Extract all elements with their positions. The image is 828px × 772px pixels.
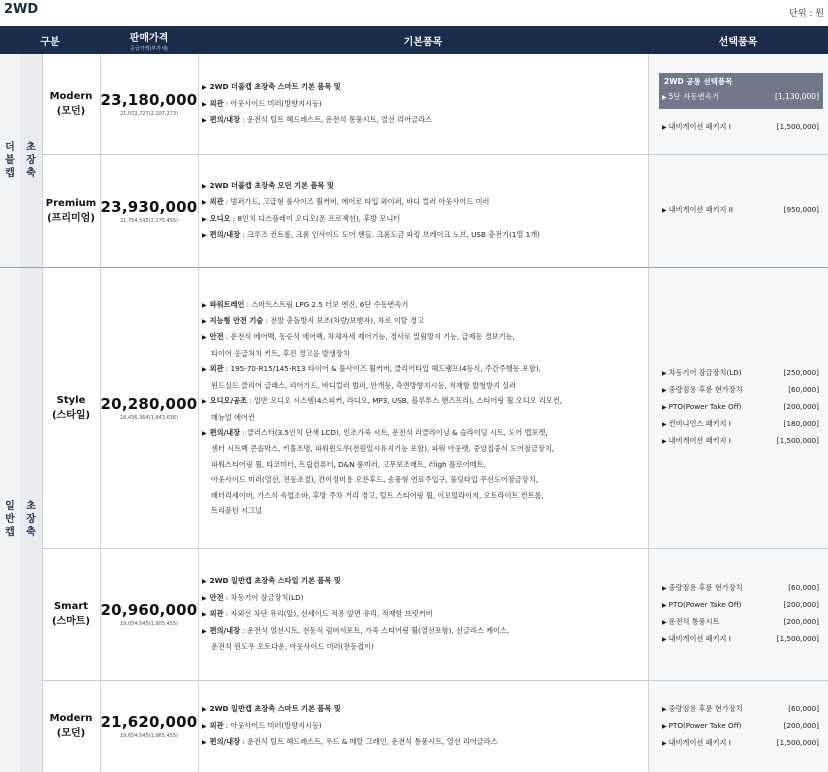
trim-row — [42, 680, 828, 772]
wheelbase-label: 초 장 축 — [26, 142, 36, 179]
feature-category: 오디오/공조 — [209, 396, 247, 406]
bullet-icon: ▶ — [202, 366, 207, 374]
option-name — [662, 89, 719, 106]
trim-name-kr: (스타일) — [51, 409, 91, 421]
bullet-icon: ▶ — [662, 370, 667, 377]
option-name — [662, 365, 742, 382]
bullet-icon: ▶ — [662, 619, 667, 626]
option-name — [662, 433, 731, 450]
option-price: [250,000] — [783, 368, 819, 377]
feature-category: 외관 — [209, 197, 224, 207]
bullet-icon: ▶ — [202, 578, 207, 586]
trim-name — [42, 680, 100, 772]
bullet-icon: ▶ — [202, 231, 207, 239]
option-name — [662, 718, 741, 735]
trim-name-en: Smart — [53, 601, 89, 612]
feature-text: 클러스터(3.5인치 단색 LCD), 인조가죽 시트, 운전석 리클라이닝 & 슬라이딩 시트, 도어 맵포켓, — [247, 427, 548, 437]
table-header — [0, 26, 828, 54]
feature-category: 외관 — [209, 364, 224, 374]
feature-text: 센터 시트백 콘솔박스, 키홀조명, 파워윈도우(전원일시유지기능 포함), 파워 아웃렛, 중앙집중식 도어잠금장치, — [211, 444, 555, 454]
page-title: 2WD — [4, 2, 39, 17]
cab-type-label: 더 블 캡 — [5, 142, 15, 179]
feature-text: 파워스티어링 휠, 타코미터, 트립컴퓨터, D&N 룸미러, 고무보조매트, 러igh 플로어매트, — [211, 459, 486, 469]
supply-price: 21,754,545(2,175,455) — [120, 217, 178, 224]
supply-price: 18,436,364(1,843,636) — [120, 414, 178, 421]
feature-line — [202, 457, 648, 472]
sale-price: 20,960,000 — [100, 601, 198, 619]
price-cell — [100, 680, 198, 772]
feature-category: 오디오 — [209, 213, 231, 223]
option-list — [659, 154, 823, 267]
option-price: [60,000] — [788, 703, 819, 713]
trim-name — [42, 154, 100, 267]
feature-line: ▶ 편의/내장 : 운전석 틸트 헤드레스트, 우드 & 메탈 그레인, 운전석 통풍시트, 열선 리어글라스 — [202, 737, 498, 747]
option-name-text: 5단 자동변속기 — [668, 91, 720, 101]
option-name — [662, 382, 743, 399]
option-list — [659, 680, 823, 772]
supply-price: 21,072,727(2,107,273) — [120, 111, 178, 117]
feature-line: ▶ 외관 : 범퍼가드, 고급형 풀사이즈 휠커버, 에어로 타입 와이퍼, 바디 컬러 아웃사이드 미러 — [202, 197, 490, 207]
feature-line: ▶ 외관 : 자외선 차단 유리(앞), 선셰이드 적용 앞면 유리, 적재함 브릿커버 — [202, 609, 433, 619]
feature-text: 전방 충돌방지 보조(차량/보행자), 차로 이탈 경고 — [270, 316, 424, 326]
option-price: [60,000] — [788, 385, 819, 394]
bullet-icon: ▶ — [202, 594, 207, 602]
bullet-icon: ▶ — [202, 334, 207, 342]
price-cell — [100, 154, 198, 267]
feature-line — [202, 701, 648, 717]
feature-category: 편의/내장 — [209, 625, 241, 635]
feature-line — [202, 178, 648, 194]
feature-line: ▶ 안전 : 운전석 에어백, 동승석 에어백, 차체자세 제어기능, 경사로 밀림방지 기능, 급제동 경보기능, — [202, 332, 515, 342]
option-name — [662, 119, 731, 136]
option-name — [662, 597, 741, 614]
option-list — [659, 54, 823, 154]
feature-text: 배터리세이버, 가스식 속업소바, 후방 주차 거리 경고, 틸트 스티어링 휠, 이모빌라이저, 오토라이트 컨트롤, — [211, 490, 544, 500]
feature-line: ▶ 외관 : 195-70-R15/145-R13 타이어 & 풀사이즈 휠커버, 클리어타입 헤드램프(4등식, 주간주행등 포함), — [202, 364, 541, 374]
trim-name-en: Modern — [49, 91, 93, 102]
trim-name — [42, 548, 100, 680]
header-option: 선택품목 — [718, 36, 758, 48]
feature-text: 2WD 일반캡 초장축 스마트 기본 품목 및 — [209, 704, 341, 714]
option-name-text: 컨비니언스 패키지 I — [668, 419, 731, 428]
option-name — [662, 202, 733, 219]
option-name-text: 중량짐용 후륜 현가장치 — [668, 385, 743, 394]
feature-category: 파워트레인 — [209, 299, 245, 309]
option-name — [662, 735, 731, 752]
feature-line — [202, 639, 648, 654]
bullet-icon: ▶ — [662, 705, 667, 713]
feature-line — [202, 488, 648, 503]
bullet-icon: ▶ — [662, 421, 667, 428]
option-item[interactable] — [659, 365, 823, 382]
option-price: [200,000] — [783, 617, 819, 626]
price-cell — [100, 548, 198, 680]
feature-text: 크루즈 컨트롤, 크롬 인사이드 도어 핸들, 크롬도금 파킹 브레이크 노브, USB 충전기(1열 1개) — [247, 229, 540, 239]
feature-text: 윈드실드 클리어 글래스, 리어가드, 바디컬러 범퍼, 안개등, 측면방향지시등, 적재함 발청방지 실러 — [211, 380, 517, 390]
bullet-icon: ▶ — [662, 739, 667, 747]
bullet-icon: ▶ — [662, 404, 667, 411]
cab-type-label: 일 반 캡 — [5, 501, 15, 538]
common-options-title: 2WD 공통 선택품목 — [664, 76, 733, 86]
option-name — [662, 614, 720, 631]
trim-name — [42, 54, 100, 154]
feature-line: ▶ 편의/내장 : 운전석 틸트 헤드레스트, 운전석 통풍시트, 열선 리어글라스 — [202, 115, 432, 125]
feature-text: 자외선 차단 유리(앞), 선셰이드 적용 앞면 유리, 적재함 브릿커버 — [230, 609, 433, 619]
feature-text: 범퍼가드, 고급형 풀사이즈 휠커버, 에어로 타입 와이퍼, 바디 컬러 아웃사이드 미러 — [230, 197, 490, 207]
feature-line — [202, 378, 648, 393]
feature-line — [202, 573, 648, 589]
option-name-text: 중량짐용 후륜 현가장치 — [668, 703, 743, 713]
feature-category: 지능형 안전 기술 — [209, 316, 264, 326]
bullet-icon: ▶ — [202, 215, 207, 223]
feature-text: 8인치 디스플레이 오디오(폰 프로젝션), 후방 모니터 — [237, 213, 401, 223]
bullet-icon: ▶ — [662, 123, 667, 131]
feature-line: ▶ 편의/내장 : 크루즈 컨트롤, 크롬 인사이드 도어 핸들, 크롬도금 파킹 브레이크 노브, USB 충전기(1열 1개) — [202, 229, 540, 239]
option-name-text: 내비게이션 패키지 I — [668, 436, 731, 445]
trim-name-en: Premium — [45, 197, 97, 209]
feature-line: ▶ 오디오/공조 : 일반 오디오 시스템(4스피커, 라디오, MP3, USB, 블루투스 핸즈프리), 스티어링 휠 오디오 리모컨, — [202, 396, 562, 406]
feature-text: 일반 오디오 시스템(4스피커, 라디오, MP3, USB, 블루투스 핸즈프리), 스티어링 휠 오디오 리모컨, — [253, 396, 562, 406]
basic-features — [198, 154, 648, 267]
price-cell — [100, 267, 198, 548]
header-price: 판매가격 공급가액(부가세) — [129, 32, 169, 52]
feature-text: 타이어 응급처치 키트, 후진 경고음 발생장치 — [211, 348, 350, 358]
option-price: [1,500,000] — [776, 737, 819, 747]
option-name-text: 차동기어 잠금장치(LD) — [668, 368, 742, 377]
option-name-text: PTO(Power Take Off) — [668, 402, 742, 411]
feature-category: 편의/내장 — [209, 427, 241, 437]
trim-name-en: Style — [56, 394, 86, 406]
option-name-text: 내비게이션 패키지 I — [668, 737, 731, 747]
price-cell — [100, 54, 198, 154]
bullet-icon: ▶ — [202, 100, 207, 108]
feature-line — [202, 410, 648, 425]
bullet-icon: ▶ — [202, 739, 207, 747]
header-basic: 기본품목 — [403, 36, 443, 48]
feature-category: 편의/내장 — [209, 229, 241, 239]
feature-text: 운전석 틸트 헤드레스트, 운전석 통풍시트, 열선 리어글라스 — [247, 115, 432, 125]
feature-line: ▶ 파워트레인 : 스마트스트림 LPG 2.5 터보 엔진, 6단 수동변속기 — [202, 299, 409, 309]
option-price: [200,000] — [783, 600, 819, 609]
feature-text: 운전석 윈도우 오토다운, 아웃사이드 미러(전동접이) — [211, 642, 374, 652]
option-item[interactable] — [659, 416, 823, 433]
common-option-item[interactable] — [659, 89, 823, 106]
feature-text: 2WD 더블캡 초장축 스마트 기본 품목 및 — [209, 82, 341, 92]
feature-line — [202, 472, 648, 487]
option-list — [659, 548, 823, 680]
basic-features — [198, 54, 648, 154]
feature-text: 차동기어 잠금장치(LD) — [230, 592, 304, 602]
trim-name-kr: (모던) — [56, 106, 86, 117]
option-item[interactable] — [659, 399, 823, 416]
bullet-icon: ▶ — [202, 117, 207, 125]
option-item[interactable] — [659, 382, 823, 399]
bullet-icon: ▶ — [202, 199, 207, 207]
feature-category: 편의/내장 — [209, 737, 241, 747]
feature-category: 외관 — [209, 609, 224, 619]
option-list — [659, 267, 823, 548]
bullet-icon: ▶ — [202, 706, 207, 714]
option-price: [1,500,000] — [776, 436, 819, 445]
option-item[interactable] — [659, 433, 823, 450]
option-item[interactable] — [659, 202, 823, 219]
bullet-icon: ▶ — [662, 602, 667, 609]
option-name-text: 운전석 통풍시트 — [668, 617, 720, 626]
sale-price: 20,280,000 — [100, 394, 198, 413]
option-price: [950,000] — [783, 205, 819, 214]
feature-line: ▶ 오디오 : 8인치 디스플레이 오디오(폰 프로젝션), 후방 모니터 — [202, 213, 401, 223]
bullet-icon: ▶ — [202, 398, 207, 406]
trim-name-kr: (스마트) — [51, 616, 91, 627]
feature-text: 아웃사이드 미러(방향지시등) — [230, 98, 322, 108]
option-name-text: 내비게이션 패키지 I — [668, 634, 731, 643]
trim-row — [42, 548, 828, 680]
trim-row — [42, 154, 828, 267]
option-name-text: 내비게이션 패키지 I — [668, 121, 731, 131]
basic-features — [198, 548, 648, 680]
option-name — [662, 701, 743, 718]
feature-line: ▶ 편의/내장 : 운전석 열선시트, 전동식 럼버서포트, 가죽 스티어링 휠(열선포함), 선글라스 케이스, — [202, 625, 510, 635]
supply-price: 19,054,545(1,905,455) — [120, 621, 178, 627]
feature-line — [202, 346, 648, 361]
bullet-icon: ▶ — [662, 387, 667, 394]
supply-price: 19,654,545(1,965,455) — [120, 733, 178, 739]
option-name-text: PTO(Power Take Off) — [668, 600, 742, 609]
bullet-icon: ▶ — [662, 585, 667, 592]
option-price: [200,000] — [783, 402, 819, 411]
bullet-icon: ▶ — [202, 182, 207, 190]
feature-text: 운전석 열선시트, 전동식 럼버서포트, 가죽 스티어링 휠(열선포함), 선글라스 케이스, — [247, 625, 510, 635]
basic-features — [198, 267, 648, 548]
bullet-icon: ▶ — [202, 627, 207, 635]
feature-line: ▶ 외관 : 아웃사이드 미러(방향지시등) — [202, 98, 322, 108]
sale-price: 23,930,000 — [100, 197, 198, 216]
bullet-icon: ▶ — [202, 611, 207, 619]
bullet-icon: ▶ — [662, 207, 667, 214]
feature-text: 아웃사이드 미러(방향지시등) — [230, 720, 322, 730]
feature-line — [202, 503, 648, 518]
trim-name-en: Modern — [49, 713, 93, 724]
option-item[interactable] — [659, 718, 823, 735]
trim-row — [42, 54, 828, 154]
option-price: [1,130,000] — [774, 91, 819, 101]
bullet-icon: ▶ — [202, 318, 207, 326]
basic-features — [198, 680, 648, 772]
feature-category: 편의/내장 — [209, 115, 241, 125]
feature-text: 2WD 일반캡 초장축 스타일 기본 품목 및 — [209, 576, 341, 586]
feature-line: ▶ 외관 : 아웃사이드 미러(방향지시등) — [202, 720, 322, 730]
bullet-icon: ▶ — [202, 429, 207, 437]
option-price: [180,000] — [783, 419, 819, 428]
option-item[interactable] — [659, 701, 823, 718]
option-item[interactable] — [659, 735, 823, 752]
feature-text: 매뉴얼 에어컨 — [211, 412, 255, 422]
feature-line: ▶ 지능형 안전 기술 : 전방 충돌방지 보조(차량/보행자), 차로 이탈 경고 — [202, 316, 424, 326]
feature-text: 운전석 에어백, 동승석 에어백, 차체자세 제어기능, 경사로 밀림방지 기능, 급제동 경보기능, — [230, 332, 515, 342]
wheelbase-label: 초 장 축 — [26, 501, 36, 538]
option-name — [662, 580, 743, 597]
bullet-icon: ▶ — [202, 722, 207, 730]
header-category: 구분 — [40, 36, 60, 48]
bullet-icon: ▶ — [662, 438, 667, 445]
trim-name-kr: (모던) — [56, 728, 86, 739]
bullet-icon: ▶ — [202, 84, 207, 92]
feature-text: 스마트스트림 LPG 2.5 터보 엔진, 6단 수동변속기 — [251, 299, 409, 309]
option-price: [60,000] — [788, 583, 819, 592]
sale-price: 21,620,000 — [100, 713, 198, 731]
feature-category: 안전 — [209, 332, 224, 342]
feature-text: 운전석 틸트 헤드레스트, 우드 & 메탈 그레인, 운전석 통풍시트, 열선 리어글라스 — [247, 737, 498, 747]
option-name — [662, 399, 741, 416]
feature-line: ▶ 편의/내장 : 클러스터(3.5인치 단색 LCD), 인조가죽 시트, 운전석 리클라이닝 & 슬라이딩 시트, 도어 맵포켓, — [202, 427, 548, 437]
bullet-icon: ▶ — [662, 636, 667, 643]
option-name — [662, 631, 731, 648]
option-price: [200,000] — [783, 720, 819, 730]
feature-line: ▶ 안전 : 차동기어 잠금장치(LD) — [202, 592, 304, 602]
option-name-text: 내비게이션 패키지 II — [668, 205, 733, 214]
feature-category: 외관 — [209, 98, 224, 108]
option-item[interactable] — [659, 597, 823, 614]
bullet-icon: ▶ — [662, 722, 667, 730]
trim-row — [42, 267, 828, 548]
bullet-icon: ▶ — [662, 93, 667, 101]
feature-text: 트리플턴 시그널 — [211, 505, 262, 515]
common-options-box — [659, 73, 823, 109]
option-name-text: 중량짐용 후륜 현가장치 — [668, 583, 743, 592]
option-item[interactable] — [659, 614, 823, 631]
option-price: [1,500,000] — [776, 634, 819, 643]
feature-text: 2WD 더블캡 초장축 모던 기본 품목 및 — [209, 180, 334, 190]
bullet-icon: ▶ — [202, 301, 207, 309]
feature-category: 안전 — [209, 592, 224, 602]
option-item[interactable] — [659, 119, 823, 136]
unit-label: 단위 : 원 — [789, 9, 824, 19]
feature-category: 외관 — [209, 720, 224, 730]
option-name-text: PTO(Power Take Off) — [668, 720, 742, 730]
option-item[interactable] — [659, 580, 823, 597]
sale-price: 23,180,000 — [100, 91, 198, 109]
feature-line — [202, 79, 648, 95]
feature-text: 195-70-R15/145-R13 타이어 & 풀사이즈 휠커버, 클리어타입 헤드램프(4등식, 주간주행등 포함), — [230, 364, 541, 374]
option-name — [662, 416, 731, 433]
option-item[interactable] — [659, 631, 823, 648]
feature-line — [202, 441, 648, 456]
trim-name-kr: (프리미엄) — [47, 212, 95, 224]
feature-text: 아웃사이드 미러(열선, 전동조절), 간이정비용 오픈후드, 송풍형 연료주입구, 풀딩타입 무선도어잠금장치, — [211, 475, 538, 485]
trim-name — [42, 267, 100, 548]
option-price: [1,500,000] — [776, 121, 819, 131]
